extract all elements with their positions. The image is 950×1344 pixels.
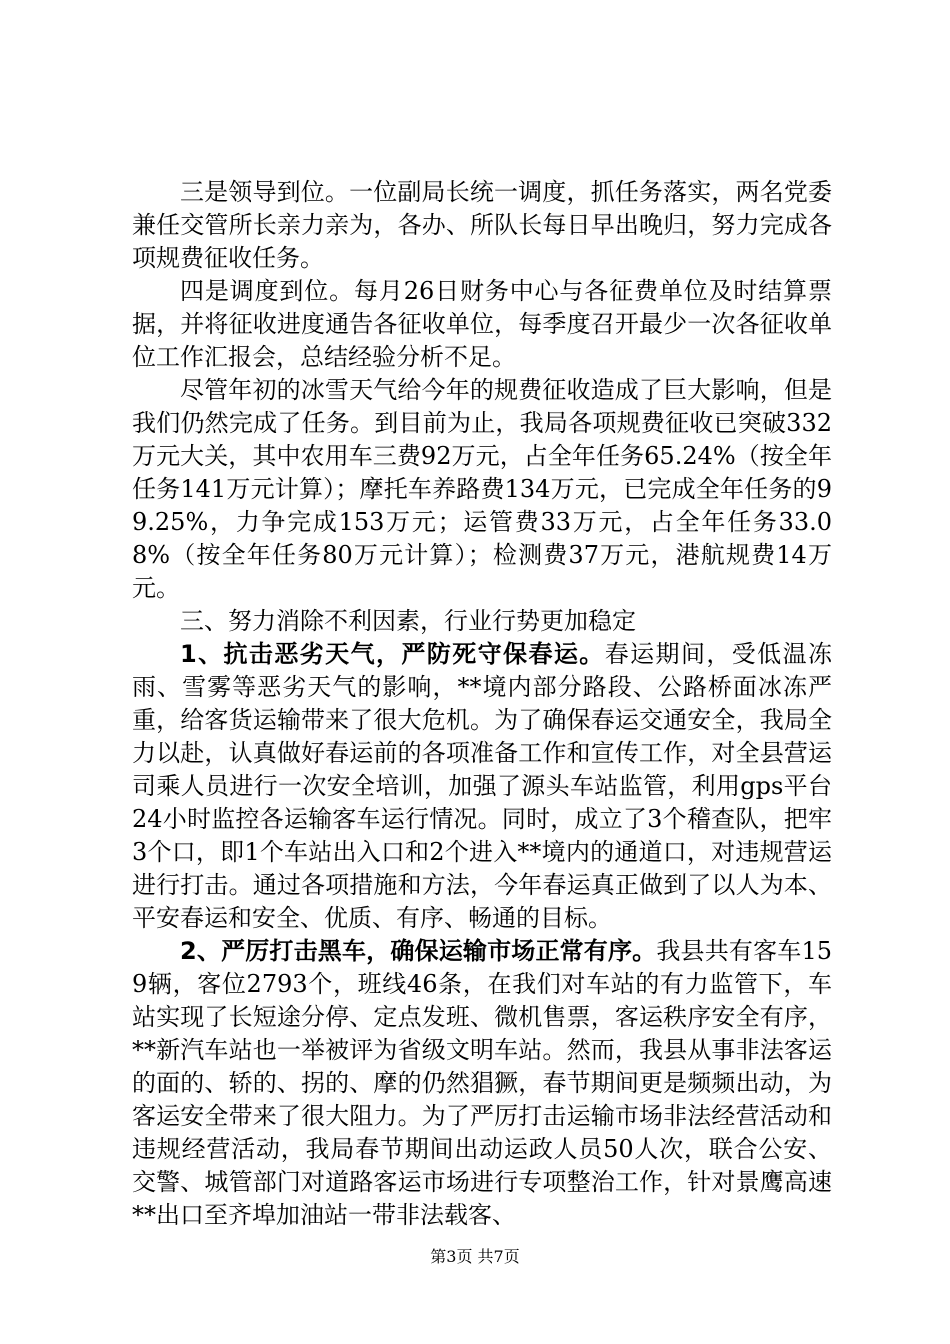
paragraph-item-2 <box>132 935 832 1232</box>
section-heading: 三、努力消除不利因素，行业行势更加稳定 <box>180 607 636 635</box>
item-1-body: 春运期间，受低温冻雨、雪雾等恶劣天气的影响，**境内部分路段、公路桥面冰冻严重，给客货运输带来了很大危机。为了确保春运交通安全，我局全力以赴，认真做好春运前的各项准备工作和宣传工作，对全县营运司乘人员进行一次安全培训，加强了源头车站监管，利用gps平台24小时监控各运输客车运行情况。同时，成立了3个稽查队，把牢3个口，即1个车站出入口和2个进入**境内的通道口，对违规营运进行打击。通过各项措施和方法，今年春运真正做到了以人为本、平安春运和安全、优质、有序、畅通的目标。 <box>132 640 832 932</box>
paragraph-leadership: 三是领导到位。一位副局长统一调度，抓任务落实，两名党委兼任交管所长亲力亲为，各办、所队长每日早出晚归，努力完成各项规费征收任务。 <box>132 178 832 272</box>
paragraph-fee-summary: 尽管年初的冰雪天气给今年的规费征收造成了巨大影响，但是我们仍然完成了任务。到目前为止，我局各项规费征收已突破332万元大关，其中农用车三费92万元，占全年任务65.24%（按全年任务141万元计算）；摩托车养路费134万元，已完成全年任务的99.25%，力争完成153万元；运管费33万元，占全年任务33.08%（按全年任务80万元计算）；检测费37万元，港航规费14万元。 <box>132 376 832 602</box>
item-1-lead: 1、抗击恶劣天气，严防死守保春运。 <box>180 640 605 668</box>
item-2-lead: 2、严厉打击黑车，确保运输市场正常有序。 <box>180 937 657 965</box>
paragraph-scheduling: 四是调度到位。每月26日财务中心与各征费单位及时结算票据，并将征收进度通告各征收单位，每季度召开最少一次各征收单位工作汇报会，总结经验分析不足。 <box>132 277 832 371</box>
page-footer: 第3页 共7页 <box>430 1247 520 1266</box>
paragraph-item-1 <box>132 638 832 935</box>
item-2-body: 我县共有客车159辆，客位2793个，班线46条，在我们对车站的有力监管下，车站实现了长短途分停、定点发班、微机售票，客运秩序安全有序，**新汽车站也一举被评为省级文明车站。然而，我县从事非法客运的面的、轿的、拐的、摩的仍然猖獗，春节期间更是频频出动，为客运安全带来了很大阻力。为了严厉打击运输市场非法经营活动和违规经营活动，我局春节期间出动运政人员50人次，联合公安、交警、城管部门对道路客运市场进行专项整治工作，针对景鹰高速**出口至齐埠加油站一带非法载客、 <box>132 937 832 1229</box>
document-body <box>132 176 832 1232</box>
